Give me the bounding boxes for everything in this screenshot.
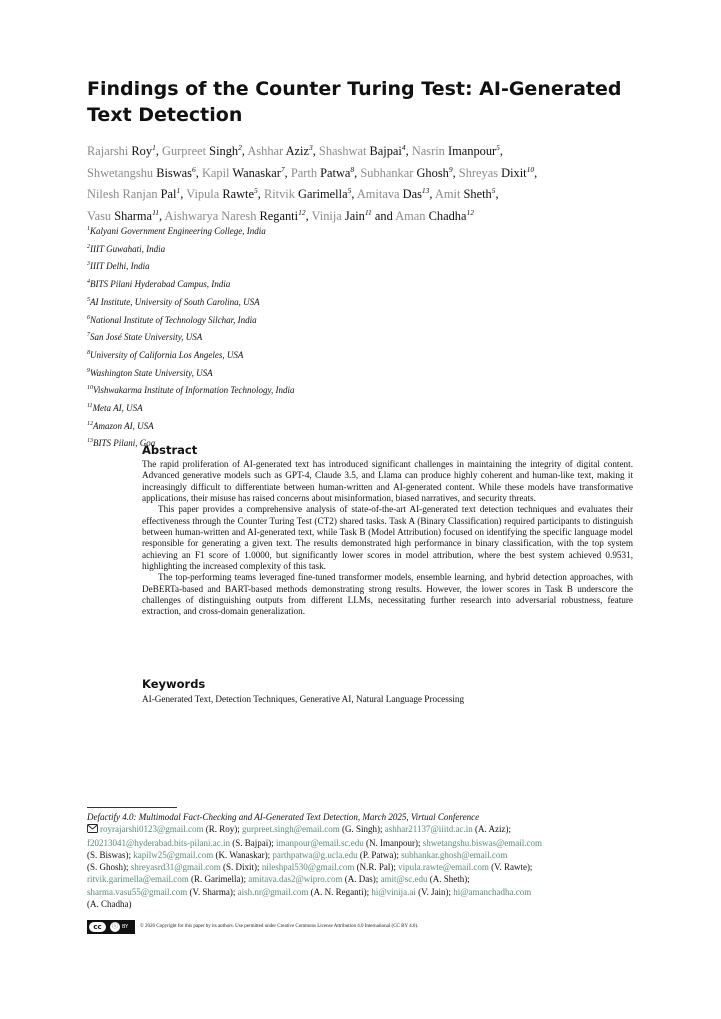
author-given-name: Nilesh Ranjan [87, 187, 158, 202]
author-family-name: Patwa [320, 165, 351, 180]
keywords-heading: Keywords [142, 677, 206, 691]
affiliation-number: 4 [87, 279, 90, 286]
email-owner: (A. Chadha) [87, 899, 132, 910]
email-link[interactable]: hi@vinija.ai [371, 886, 416, 897]
author-list [87, 139, 647, 226]
author-family-name: Biswas [156, 165, 193, 180]
email-owner: (K. Wanaskar); [215, 849, 273, 860]
author-given-name: Ritvik [263, 187, 295, 202]
email-owner: (N.R. Pal); [356, 862, 399, 873]
author-given-name: Subhankar [360, 165, 414, 180]
author-given-name: Rajarshi [87, 144, 129, 159]
author-separator: , [499, 144, 504, 159]
email-link[interactable]: ashhar21137@iiitd.ac.in [384, 824, 473, 835]
author-given-name: Aishwarya Naresh [164, 209, 257, 223]
author-affiliation-mark: 2 [238, 143, 242, 152]
affiliation-item [87, 381, 647, 399]
author-separator: , [305, 209, 312, 223]
email-owner: (G. Singh); [342, 824, 385, 835]
affiliation-text: San José State University, USA [90, 332, 203, 343]
author-affiliation-mark: 4 [401, 143, 406, 152]
author-given-name: Shashwat [318, 144, 367, 159]
footnote [87, 811, 637, 910]
affiliation-item [87, 311, 647, 329]
affiliation-number: 9 [87, 367, 90, 374]
author-separator: , [195, 165, 202, 180]
email-link[interactable]: shwetangshu.biswas@email.com [422, 837, 543, 848]
email-link[interactable]: hi@amanchadha.com [453, 886, 532, 897]
author-family-name: Sheth [463, 187, 492, 202]
affiliation-text: University of California Los Angeles, USA [90, 349, 244, 360]
author-separator: , [312, 144, 319, 159]
abstract-paragraph: The top-performing teams leveraged fine-tuned transformer models, ensemble learning, and hybrid detection approaches, with DeBERTa-based and BART-based methods demonstrating strong results. However, the lower scores in Task B underscore the challenges of distinguishing outputs from different LLMs, necessitating further research into adversarial robustness, feature extraction, and cross-domain generalization. [142, 572, 633, 617]
author-affiliation-mark: 11 [364, 207, 372, 217]
author-given-name: Nasrin [411, 144, 445, 159]
email-link[interactable]: ritvik.garimella@email.com [87, 874, 189, 885]
author-separator: , [452, 165, 459, 180]
by-label: BY [122, 923, 129, 930]
conference-line: Defactify 4.0: Multimodal Fact-Checking and AI-Generated Text Detection, March 2025, Virtual Conference [87, 812, 480, 822]
author-family-name: Sharma [114, 209, 153, 223]
author-separator: , [429, 187, 435, 202]
keywords-text: AI-Generated Text, Detection Techniques, Generative AI, Natural Language Processing [142, 694, 465, 704]
author-family-name: Aziz [285, 144, 309, 159]
author-family-name: Singh [209, 144, 239, 159]
affiliation-item [87, 417, 647, 435]
author-family-name: Garimella [298, 187, 348, 202]
email-link[interactable]: aish.nr@gmail.com [237, 886, 309, 897]
affiliation-item [87, 293, 647, 311]
affiliation-text: IIIT Delhi, India [90, 261, 150, 272]
attribution-icon: ⓘ [111, 922, 118, 930]
keywords-section [142, 677, 633, 705]
author-family-name: Ghosh [416, 165, 449, 180]
paper-title: Findings of the Counter Turing Test: AI-Generated Text Detection [87, 78, 622, 126]
abstract-paragraph: The rapid proliferation of AI-generated text has introduced significant challenges in maintaining the integrity of digital content. Advanced generative models such as GPT-4, Claude 3.5, and Llama can produce highly coherent and human-like text, making it increasingly difficult to differentiate between human-written and AI-generated content. While these models have transformative applications, their misuse has raised concerns about misinformation, biased narratives, and security threats. [142, 459, 633, 504]
author-given-name: Parth [290, 165, 318, 180]
author-family-name: Rawte [222, 187, 254, 202]
email-link[interactable]: parthpatwa@g.ucla.edu [272, 849, 358, 860]
author-given-name: Kapil [201, 165, 230, 180]
affiliation-item [87, 257, 647, 275]
email-link[interactable]: royrajarshi0123@gmail.com [100, 824, 204, 835]
email-owner: (V. Sharma); [189, 886, 238, 897]
author-affiliation-mark: 5 [347, 186, 352, 196]
author-separator: , [534, 165, 538, 180]
author-family-name: Dixit [501, 165, 527, 180]
affiliation-text: Washington State University, USA [90, 367, 213, 378]
email-owner: (P. Patwa); [359, 849, 402, 860]
abstract-paragraph: This paper provides a comprehensive analysis of state-of-the-art AI-generated text detection techniques and evaluates their effectiveness through the Counter Turing Test (CT2) shared tasks. Task A (Binary Classification) required participants to distinguish between human-written and AI-generated text, while Task B (Model Attribution) focused on identifying the specific language model responsible for generating a given text. The results demonstrated high performance in binary classification, with the top system achieving an F1 score of 1.0000, but significantly lower scores in model attribution, where the best system achieved 0.9531, highlighting the increased complexity of this task. [142, 504, 633, 572]
author-separator: , [351, 187, 357, 202]
affiliation-number: 6 [87, 314, 90, 321]
email-owner: (A. N. Reganti); [310, 886, 372, 897]
author-family-name: Das [402, 187, 422, 202]
author-family-name: Jain [344, 209, 365, 223]
affiliation-number: 12 [87, 420, 93, 427]
affiliation-text: Meta AI, USA [92, 403, 143, 414]
author-given-name: Vipula [186, 187, 220, 202]
email-link[interactable]: amit@sc.edu [380, 874, 428, 885]
author-affiliation-mark: 8 [350, 164, 355, 174]
email-link[interactable]: sharma.vasu55@gmail.com [87, 886, 188, 897]
author-separator: and [371, 209, 396, 223]
footnote-rule [87, 807, 177, 808]
affiliation-text: Amazon AI, USA [93, 420, 154, 431]
author-family-name: Chadha [428, 209, 467, 223]
author-family-name: Wanaskar [232, 165, 281, 180]
email-owner: (S. Bajpai); [232, 837, 277, 848]
affiliation-number: 5 [87, 296, 90, 303]
author-separator: , [180, 187, 187, 202]
affiliation-number: 1 [87, 226, 90, 232]
author-separator: , [241, 144, 248, 159]
affiliation-text: BITS Pilani, Goa [93, 438, 156, 449]
author-given-name: Amitava [356, 187, 400, 202]
affiliation-text: IIIT Guwahati, India [90, 243, 166, 254]
email-owner: (S. Biswas); [87, 849, 134, 860]
author-affiliation-mark: 5 [496, 143, 500, 152]
abstract-section [142, 443, 633, 618]
affiliation-number: 8 [87, 349, 90, 356]
author-separator: , [284, 165, 291, 180]
author-affiliation-mark: 1 [176, 186, 181, 196]
author-separator: , [257, 187, 264, 202]
email-owner: (V. Rawte); [491, 862, 533, 873]
author-affiliation-mark: 3 [308, 143, 313, 152]
affiliation-text: Vishwakarma Institute of Information Technology, India [93, 385, 295, 396]
author-given-name: Amit [434, 187, 461, 202]
email-link[interactable]: gurpreet.singh@email.com [242, 824, 340, 835]
author-affiliation-mark: 7 [280, 164, 285, 174]
affiliation-number: 7 [87, 332, 90, 339]
cc-icon: cc [89, 922, 106, 932]
author-separator: , [354, 165, 361, 180]
affiliation-item [87, 222, 647, 240]
license-line [87, 920, 418, 933]
affiliation-list [87, 222, 647, 452]
author-separator: , [159, 209, 165, 223]
author-affiliation-mark: 9 [448, 164, 453, 174]
email-owner: (S. Ghosh); [87, 862, 131, 873]
affiliation-item [87, 275, 647, 293]
affiliation-number: 11 [87, 403, 93, 410]
email-owner: (V. Jain); [418, 886, 454, 897]
author-affiliation-mark: 11 [152, 207, 160, 217]
author-family-name: Roy [131, 144, 153, 159]
author-given-name: Aman [395, 209, 426, 223]
author-given-name: Vasu [87, 209, 112, 223]
author-given-name: Vinija [311, 209, 342, 223]
email-owner: (A. Sheth); [429, 874, 470, 885]
author-affiliation-mark: 13 [421, 186, 430, 196]
author-affiliation-mark: 12 [466, 207, 474, 217]
email-owner: (S. Dixit); [223, 862, 262, 873]
author-separator: , [495, 187, 499, 202]
author-affiliation-mark: 1 [152, 143, 156, 152]
author-affiliation-mark: 12 [298, 207, 306, 217]
email-owner: (R. Roy); [205, 824, 243, 835]
affiliation-number: 3 [87, 261, 90, 268]
author-family-name: Pal [160, 187, 177, 202]
author-separator: , [155, 144, 163, 159]
affiliation-item [87, 240, 647, 258]
author-family-name: Imanpour [448, 144, 497, 159]
affiliation-item [87, 346, 647, 364]
affiliation-number: 10 [87, 385, 93, 392]
author-given-name: Shwetangshu [87, 165, 154, 180]
author-given-name: Gurpreet [162, 144, 207, 159]
email-link[interactable]: nileshpal530@gmail.com [261, 862, 355, 873]
email-link[interactable]: subhankar.ghosh@email.com [401, 849, 508, 860]
author-family-name: Reganti [259, 209, 299, 223]
affiliation-number: 13 [87, 438, 93, 445]
author-affiliation-mark: 5 [491, 186, 496, 196]
affiliation-text: AI Institute, University of South Carolina, USA [90, 296, 260, 307]
affiliation-text: National Institute of Technology Silchar, India [90, 314, 257, 325]
envelope-icon [87, 824, 98, 836]
email-link[interactable]: amitava.das2@wipro.com [248, 874, 343, 885]
email-link[interactable]: imanpour@email.sc.edu [276, 837, 364, 848]
author-affiliation-mark: 10 [526, 164, 535, 174]
affiliation-item [87, 399, 647, 417]
author-affiliation-mark: 6 [192, 164, 196, 174]
contact-emails [87, 823, 637, 910]
affiliation-item [87, 364, 647, 382]
email-link[interactable]: f20213041@hyderabad.bits-pilani.ac.in [87, 837, 231, 848]
email-owner: (A. Aziz); [474, 824, 511, 835]
author-given-name: Shreyas [458, 165, 499, 180]
affiliation-text: Kalyani Government Engineering College, India [90, 226, 266, 236]
email-link[interactable]: kapilw25@gmail.com [133, 849, 214, 860]
email-owner: (N. Imanpour); [366, 837, 423, 848]
email-owner: (A. Das); [344, 874, 381, 885]
affiliation-item [87, 328, 647, 346]
author-family-name: Bajpai [369, 144, 402, 159]
affiliation-text: BITS Pilani Hyderabad Campus, India [90, 279, 231, 290]
author-separator: , [405, 144, 412, 159]
affiliation-number: 2 [87, 243, 90, 250]
author-given-name: Ashhar [247, 144, 284, 159]
cc-by-badge[interactable] [87, 920, 135, 934]
author-affiliation-mark: 5 [253, 186, 258, 196]
abstract-heading: Abstract [142, 443, 198, 457]
license-text: © 2026 Copyright for this paper by its authors. Use permitted under Creative Commons License Attribution 4.0 International (CC BY 4.0). [140, 924, 419, 929]
email-link[interactable]: vipula.rawte@email.com [398, 862, 489, 873]
email-link[interactable]: shreyasrd31@gmail.com [130, 862, 221, 873]
email-owner: (R. Garimella); [191, 874, 249, 885]
